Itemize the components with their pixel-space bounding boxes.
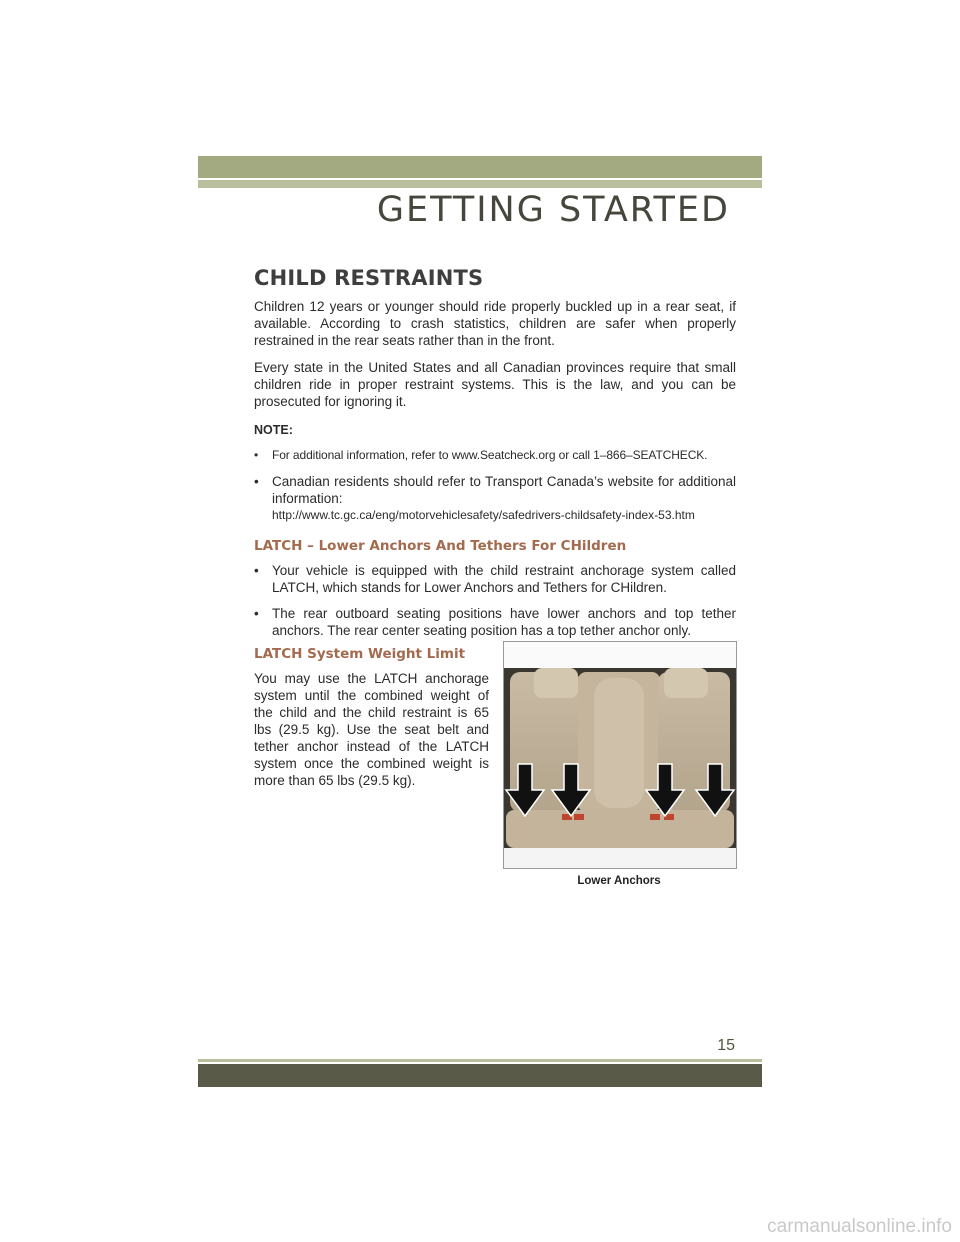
page-number: 15 — [717, 1037, 735, 1054]
header-band-accent — [198, 180, 762, 188]
note-item-text: For additional information, refer to www.Seatcheck.org or call 1–866–SEATCHECK. — [272, 448, 708, 462]
latch-heading: LATCH – Lower Anchors And Tethers For CHildren — [254, 538, 627, 554]
section-title: GETTING STARTED — [376, 190, 730, 230]
law-paragraph: Every state in the United States and all Canadian provinces require that small children ride in proper restraint systems. This is the law, and you can be prosecuted for ignoring it. — [254, 360, 736, 409]
note-item-text: Canadian residents should refer to Transport Canada’s website for additional information: — [272, 474, 736, 506]
weight-text: You may use the LATCH anchorage system until the combined weight of the child and the child restraint is 65 lbs (29.5 kg). Use the seat belt and tether anchor instead of the LATCH system once the combined weight is more than 65 lbs (29.5 kg). — [254, 671, 489, 788]
list-item — [254, 605, 736, 639]
page-title: CHILD RESTRAINTS — [254, 266, 484, 290]
list-item — [254, 473, 736, 524]
bullet-icon: • — [254, 474, 259, 489]
intro-paragraph: Children 12 years or younger should ride properly buckled up in a rear seat, if available. According to crash statistics, children are safer when properly restrained in the rear seats rather than in the front. — [254, 299, 736, 348]
weight-limit-section — [254, 646, 489, 789]
main-content — [254, 266, 736, 648]
note-list — [254, 447, 736, 524]
bullet-icon: • — [254, 563, 259, 578]
figure-caption: Lower Anchors — [577, 875, 661, 887]
header-band — [198, 156, 762, 178]
list-item — [254, 562, 736, 596]
latch-item-text: Your vehicle is equipped with the child restraint anchorage system called LATCH, which stands for Lower Anchors and Tethers for CHildren. — [272, 563, 736, 595]
note-label: NOTE: — [254, 423, 293, 437]
lower-anchors-figure — [503, 641, 737, 869]
bullet-icon: • — [254, 448, 259, 462]
bullet-icon: • — [254, 606, 259, 621]
watermark: carmanualsonline.info — [767, 1216, 952, 1237]
latch-item-text: The rear outboard seating positions have lower anchors and top tether anchors. The rear center seating position has a top tether anchor only. — [272, 606, 736, 638]
latch-list — [254, 562, 736, 639]
transport-canada-link[interactable]: http://www.tc.gc.ca/eng/motorvehiclesafety/safedrivers-childsafety-index-53.htm — [272, 508, 695, 522]
footer-band — [198, 1064, 762, 1087]
weight-heading: LATCH System Weight Limit — [254, 646, 466, 662]
list-item — [254, 447, 736, 464]
rear-seat-illustration — [504, 642, 736, 868]
footer-line — [198, 1059, 762, 1062]
